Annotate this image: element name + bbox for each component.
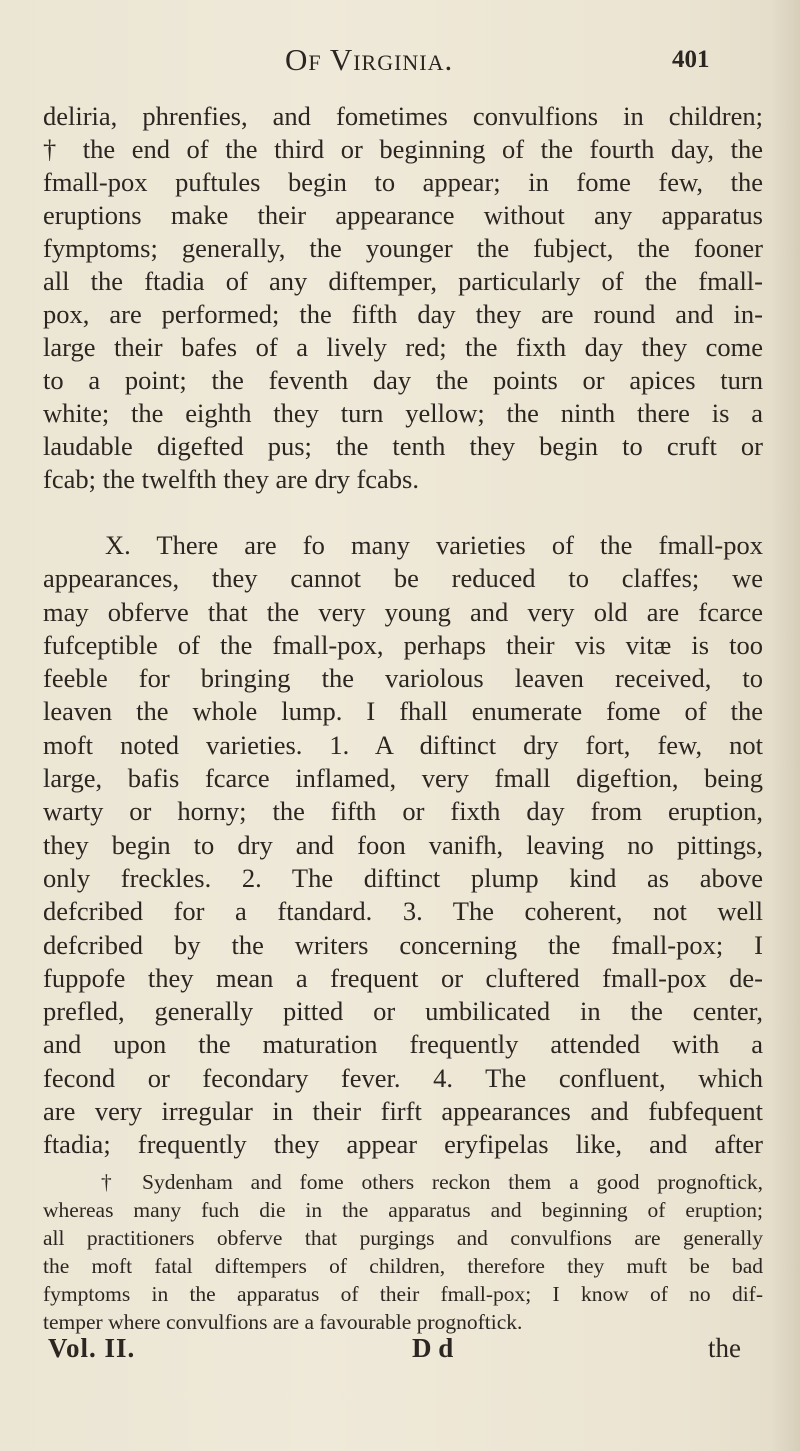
signature-mark: D d [412, 1333, 454, 1363]
text-line: warty or horny; the fifth or fixth day from eruption, [43, 796, 763, 827]
footnote-line: fymptoms in the apparatus of their fmall-pox; I know of no dif- [43, 1282, 763, 1306]
text-line: † the end of the third or beginning of the fourth day, the [43, 134, 763, 164]
main-paragraph [43, 100, 763, 496]
text-line: eruptions make their appearance without any apparatus [43, 200, 763, 230]
catchword: the [708, 1333, 741, 1363]
text-line: may obferve that the very young and very old are fcarce [43, 596, 763, 627]
text-line: pox, are performed; the fifth day they are round and in- [43, 299, 763, 329]
footnote-line: whereas many fuch die in the apparatus and beginning of eruption; [43, 1198, 763, 1222]
text-line: deliria, phrenfies, and fometimes convulfions in children; [43, 101, 763, 131]
text-line: laudable digefted pus; the tenth they begin to cruft or [43, 431, 763, 461]
text-line: fymptoms; generally, the younger the fubject, the fooner [43, 233, 763, 263]
page-edge-shadow [770, 0, 800, 1451]
text-line: large, bafis fcarce inflamed, very fmall digeftion, being [43, 763, 763, 794]
text-line: X. There are fo many varieties of the fmall-pox [105, 530, 763, 560]
footnote-line: temper where convulfions are a favourable prognoftick. [43, 1310, 523, 1334]
page-footer [0, 1333, 800, 1373]
text-line: all the ftadia of any diftemper, particularly of the fmall- [43, 266, 763, 296]
text-line: fufceptible of the fmall-pox, perhaps their vis vitæ is too [43, 629, 763, 660]
volume-label: Vol. II. [48, 1333, 136, 1363]
section-x-paragraph [43, 529, 763, 1162]
text-line: fecond or fecondary fever. 4. The confluent, which [43, 1062, 763, 1093]
running-title: Of Virginia. [285, 42, 454, 77]
text-line: and upon the maturation frequently attended with a [43, 1029, 763, 1060]
text-line: leaven the whole lump. I fhall enumerate fome of the [43, 696, 763, 727]
text-line: ftadia; frequently they appear eryfipelas like, and after [43, 1129, 763, 1160]
text-line: they begin to dry and foon vanifh, leaving no pittings, [43, 829, 763, 860]
text-line: only freckles. 2. The diftinct plump kind as above [43, 862, 763, 893]
text-line: feeble for bringing the variolous leaven received, to [43, 663, 763, 694]
text-line: are very irregular in their firft appearances and fubfequent [43, 1096, 763, 1127]
footnote [43, 1168, 763, 1336]
text-line: moft noted varieties. 1. A diftinct dry fort, few, not [43, 729, 763, 760]
footnote-line: the moft fatal diftempers of children, therefore they muft be bad [43, 1254, 763, 1278]
page-header [0, 24, 800, 77]
text-line: fuppofe they mean a frequent or cluftered fmall-pox de- [43, 962, 763, 993]
footnote-line: all practitioners obferve that purgings and convulfions are generally [43, 1226, 763, 1250]
text-line: defcribed for a ftandard. 3. The coherent, not well [43, 896, 763, 927]
page-number: 401 [672, 46, 710, 73]
text-line: large their bafes of a lively red; the fixth day they come [43, 332, 763, 362]
text-line: prefled, generally pitted or umbilicated in the center, [43, 996, 763, 1027]
text-line: fmall-pox puftules begin to appear; in fome few, the [43, 167, 763, 197]
text-line: defcribed by the writers concerning the fmall-pox; I [43, 929, 763, 960]
text-line: fcab; the twelfth they are dry fcabs. [43, 464, 419, 494]
text-line: appearances, they cannot be reduced to claffes; we [43, 563, 763, 594]
footnote-line: † Sydenham and fome others reckon them a good prognoftick, [101, 1170, 763, 1194]
text-line: white; the eighth they turn yellow; the ninth there is a [43, 398, 763, 428]
text-line: to a point; the feventh day the points or apices turn [43, 365, 763, 395]
